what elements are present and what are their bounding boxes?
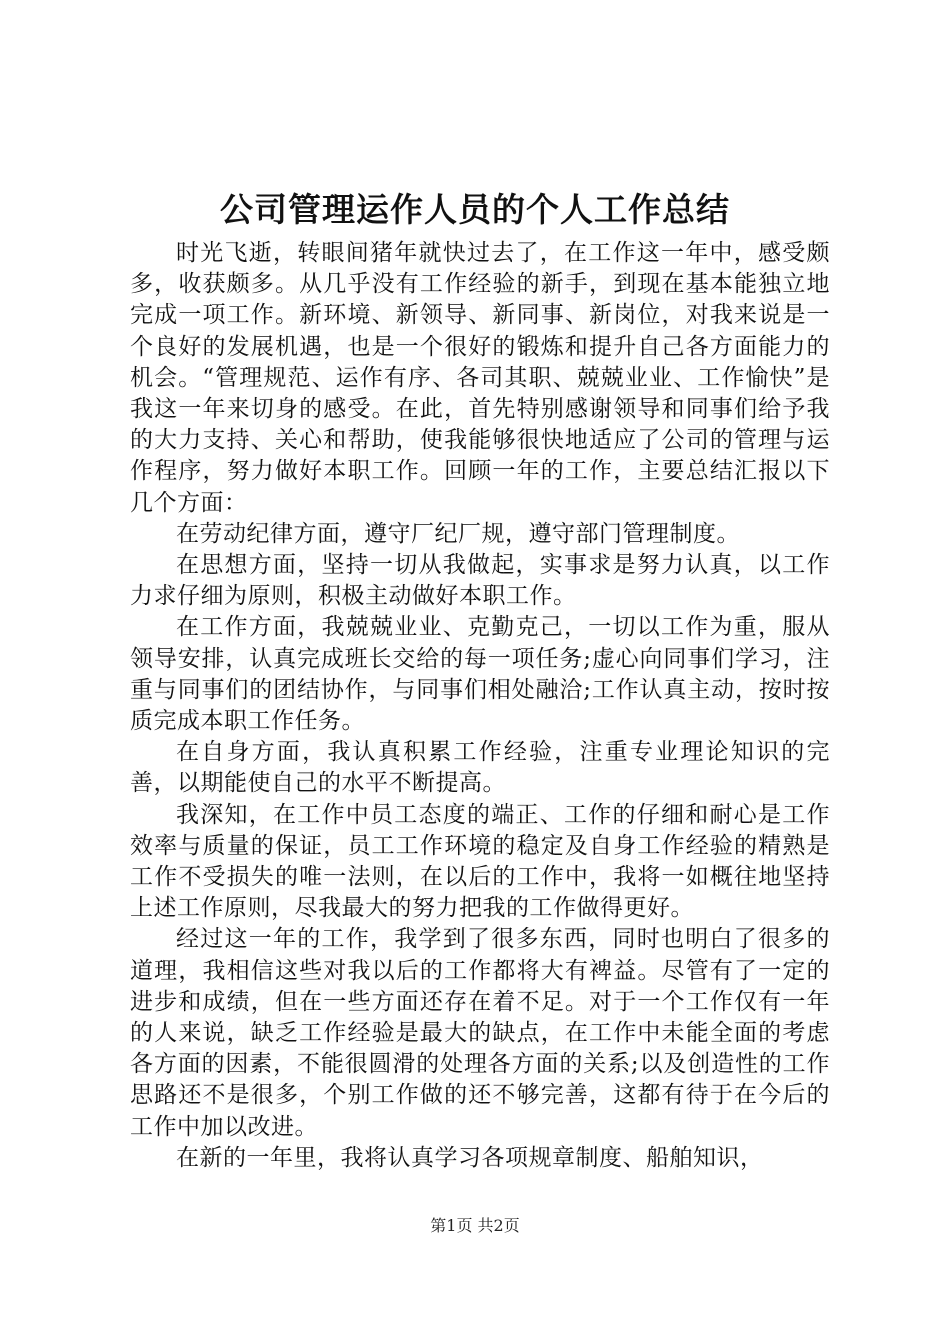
page-number-footer: 第1页 共2页 [430, 1216, 520, 1235]
paragraph-discipline: 在劳动纪律方面，遵守厂纪厂规，遵守部门管理制度。 [176, 520, 740, 547]
paragraph-attitude: 我深知，在工作中员工态度的端正、工作的仔细和耐心是工作效率与质量的保证，员工工作环境的稳定及自身工作经验的精熟是工作不受损失的唯一法则，在以后的工作中，我将一如概往地坚持上述工作原则，尽我最大的努力把我的工作做得更好。 [130, 801, 830, 922]
paragraph-thinking: 在思想方面，坚持一切从我做起，实事求是努力认真，以工作力求仔细为原则，积极主动做好本职工作。 [130, 552, 830, 610]
document-title: 公司管理运作人员的个人工作总结 [220, 190, 730, 229]
paragraph-self: 在自身方面，我认真积累工作经验，注重专业理论知识的完善，以期能使自己的水平不断提高。 [130, 739, 830, 797]
paragraph-work: 在工作方面，我兢兢业业、克勤克己，一切以工作为重，服从领导安排，认真完成班长交给的每一项任务;虚心向同事们学习，注重与同事们的团结协作，与同事们相处融洽;工作认真主动，按时按质完成本职工作任务。 [130, 614, 830, 735]
document-body [130, 238, 830, 1174]
paragraph-intro: 时光飞逝，转眼间猪年就快过去了，在工作这一年中，感受颇多，收获颇多。从几乎没有工作经验的新手，到现在基本能独立地完成一项工作。新环境、新领导、新同事、新岗位，对我来说是一个良好的发展机遇，也是一个很好的锻炼和提升自己各方面能力的机会。“管理规范、运作有序、各司其职、兢兢业业、工作愉快”是我这一年来切身的感受。在此，首先特别感谢领导和同事们给予我的大力支持、关心和帮助，使我能够很快地适应了公司的管理与运作程序，努力做好本职工作。回顾一年的工作，主要总结汇报以下几个方面： [130, 240, 830, 516]
paragraph-reflection: 经过这一年的工作，我学到了很多东西，同时也明白了很多的道理，我相信这些对我以后的工作都将大有裨益。尽管有了一定的进步和成绩，但在一些方面还存在着不足。对于一个工作仅有一年的人来说，缺乏工作经验是最大的缺点，在工作中未能全面的考虑各方面的因素，不能很圆滑的处理各方面的关系;以及创造性的工作思路还不是很多，个别工作做的还不够完善，这都有待于在今后的工作中加以改进。 [130, 926, 830, 1140]
paragraph-new-year: 在新的一年里，我将认真学习各项规章制度、船舶知识， [176, 1144, 764, 1171]
